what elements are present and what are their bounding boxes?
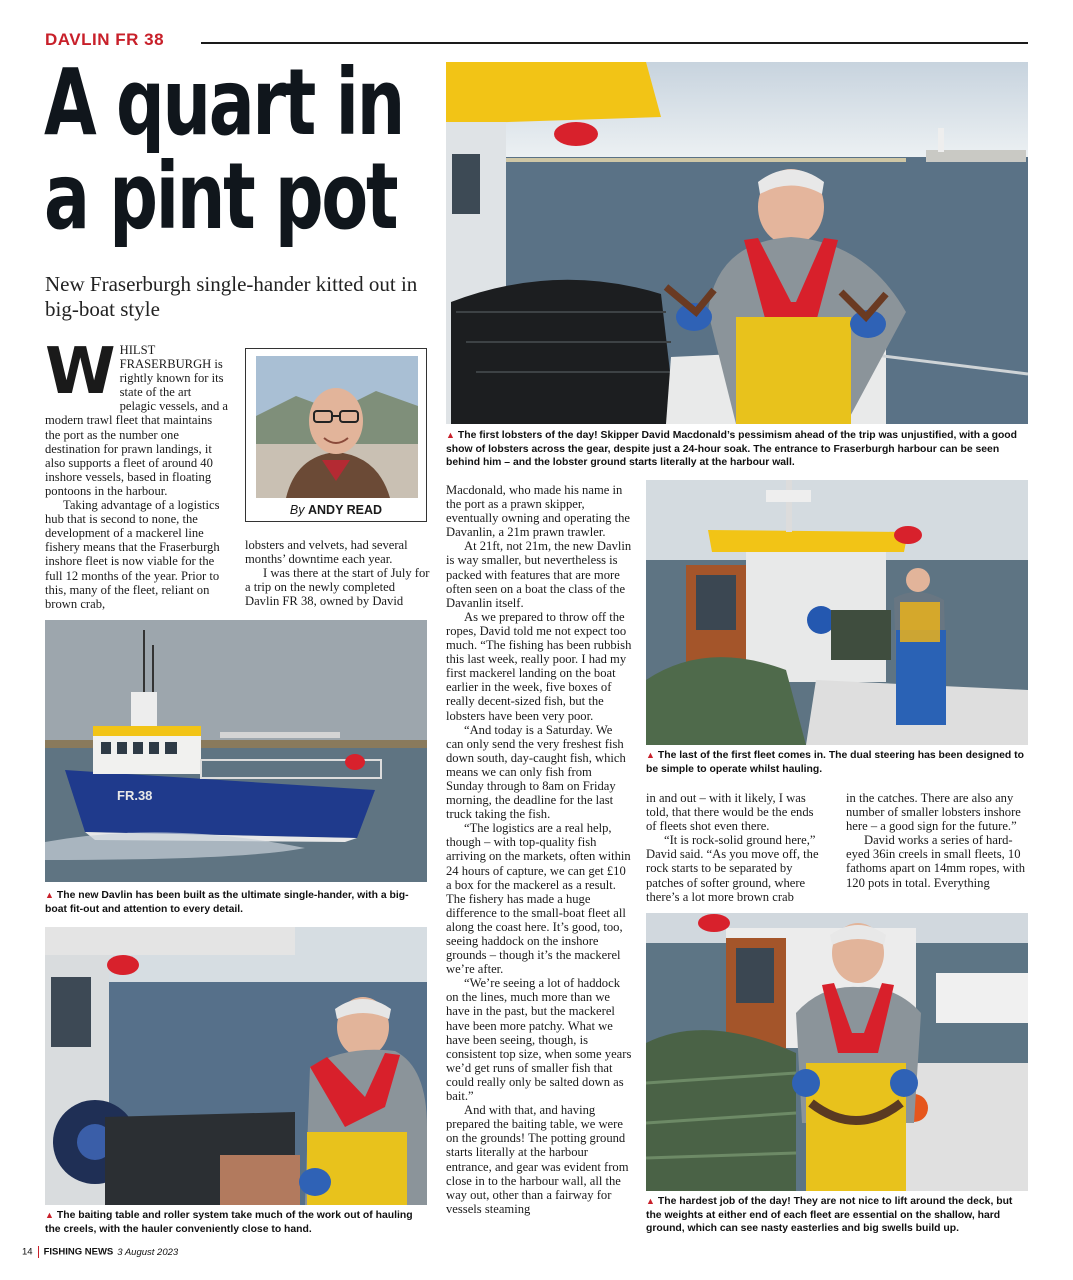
page-number: 14 xyxy=(22,1246,33,1258)
photo-skipper-with-lobsters xyxy=(446,62,1028,424)
body-paragraph: in and out – with it likely, I was told, that there would be the ends of fleets shot even there. xyxy=(646,791,814,834)
caption-arrow-icon: ▲ xyxy=(646,1196,655,1206)
body-paragraph: As we prepared to throw off the ropes, David told me not expect too much. “The fishing has been rubbish this last week, really poor. I had my first mackerel landing on the boat earlier in the week, five boxes of really decent-sized fish, but the lobsters have been very poor. xyxy=(446,609,632,723)
byline-box xyxy=(245,348,427,522)
caption-arrow-icon: ▲ xyxy=(45,890,54,900)
drop-cap: W xyxy=(45,335,116,409)
body-paragraph: And with that, and having prepared the baiting table, we were on the grounds! The potting ground starts literally at the harbour entrance, and gear was evident from close in to the harbour wall, all the way out, other than a fairway for vessels steaming xyxy=(446,1103,629,1216)
caption-text: The new Davlin has been built as the ultimate single-hander, with a big-boat fit-out and attention to every detail. xyxy=(45,890,409,915)
body-paragraph: HILST FRASERBURGH is rightly known for its state of the art pelagic vessels, and a modern trawl fleet that maintains the port as the number one destination for prawn landings, it also supports a fleet of around 40 inshore vessels, based in floating pontoons in the harbour. xyxy=(45,343,228,498)
body-paragraph: At 21ft, not 21m, the new Davlin is way smaller, but nevertheless is packed with features that are more often seen on a boat the class of the Davanlin itself. xyxy=(446,539,632,610)
caption-arrow-icon: ▲ xyxy=(446,430,455,440)
section-kicker: DAVLIN FR 38 xyxy=(45,30,165,49)
body-column-1 xyxy=(45,335,230,611)
body-paragraph: “It is rock-solid ground here,” David said. “As you move off, the rock starts to be separated by patches of softer ground, where there’s a lot more brown crab xyxy=(646,833,819,904)
body-paragraph: Macdonald, who made his name in the port as a prawn skipper, eventually owning and operating the Davanlin, a 21m prawn trawler. xyxy=(446,483,630,540)
caption-text: The first lobsters of the day! Skipper David Macdonald’s pessimism ahead of the trip was unjustified, with a good show of lobsters across the gear, despite just a 24-hour soak. The entrance to Fraserburgh harbour can be seen behind him – and the lobster ground starts literally at the harbour wall. xyxy=(446,430,1017,468)
byline xyxy=(246,503,426,517)
kicker-rule xyxy=(201,42,1028,44)
body-column-3 xyxy=(446,483,632,1216)
author-photo xyxy=(256,356,418,498)
body-paragraph: “We’re seeing a lot of haddock on the lines, much more than we have in the past, but the mackerel have been more patchy. What we have been seeing, though, is consistent top size, when some years we’d get runs of smaller fish that could really only be salted down as bait.” xyxy=(446,976,632,1104)
caption-arrow-icon: ▲ xyxy=(646,750,655,760)
body-paragraph: lobsters and velvets, had several months’ downtime each year. xyxy=(245,538,408,567)
caption-text: The hardest job of the day! They are not nice to lift around the deck, but the weights at either end of each fleet are essential on the shallow, hard ground, which can see nasty easterlies and big swells build up. xyxy=(646,1196,1013,1234)
body-paragraph: “And today is a Saturday. We can only send the very freshest fish down south, day-caught fish, which means we can only fish from Sunday through to 8am on Friday morning, the deadline for the last truck taking the fish. xyxy=(446,722,626,822)
footer-divider xyxy=(38,1246,39,1258)
standfirst: New Fraserburgh single-hander kitted out in big-boat style xyxy=(45,272,418,321)
page-footer xyxy=(22,1246,178,1258)
headline: A quart in a pint pot xyxy=(44,49,403,250)
issue-date: 3 August 2023 xyxy=(117,1246,179,1258)
caption-arrow-icon: ▲ xyxy=(45,1210,54,1220)
publication-name: FISHING NEWS xyxy=(43,1246,114,1258)
caption-baiting xyxy=(45,1209,427,1236)
body-paragraph: Taking advantage of a logistics hub that is second to none, the development of a mackerel line fishery means that the Fraserburgh inshore fleet is now viable for the full 12 months of the year. Prior to this, many of the fleet, reliant on brown crab, xyxy=(45,498,220,611)
photo-hauling-fleet xyxy=(646,480,1028,745)
photo-davlin-at-sea xyxy=(45,620,427,882)
byline-author: ANDY READ xyxy=(307,503,383,517)
hull-registration: FR.38 xyxy=(117,788,153,803)
body-column-4 xyxy=(646,791,826,904)
body-paragraph: David works a series of hard-eyed 36in creels in small fleets, 10 fathoms apart on 14mm ropes, with 120 pots in total. Everything xyxy=(846,833,1026,890)
byline-by: By xyxy=(289,503,305,517)
caption-boat xyxy=(45,889,427,916)
body-paragraph: I was there at the start of July for a trip on the newly completed Davlin FR 38, owned by David xyxy=(245,566,430,609)
photo-baiting-table xyxy=(45,927,427,1205)
body-column-5 xyxy=(846,791,1028,890)
caption-text: The baiting table and roller system take much of the work out of hauling the creels, with the hauler conveniently close to hand. xyxy=(45,1210,413,1235)
caption-hardest xyxy=(646,1195,1028,1236)
body-paragraph: in the catches. There are also any number of smaller lobsters inshore here – a good sign for the future.” xyxy=(846,791,1021,834)
caption-lobsters xyxy=(446,429,1028,470)
caption-fleet xyxy=(646,749,1028,776)
photo-lifting-weights xyxy=(646,913,1028,1191)
caption-text: The last of the first fleet comes in. The dual steering has been designed to be simple to operate whilst hauling. xyxy=(646,750,1024,775)
body-paragraph: “The logistics are a real help, though – with top-quality fish arriving on the markets, often within 24 hours of capture, we can get £10 a box for the mackerel as a result. The fishery has made a huge difference to the small-boat fleet all along the coast here. It’s good, too, seeing haddock on the inshore grounds – though it’s the mackerel we’re after. xyxy=(446,821,631,977)
body-column-2 xyxy=(245,538,430,608)
